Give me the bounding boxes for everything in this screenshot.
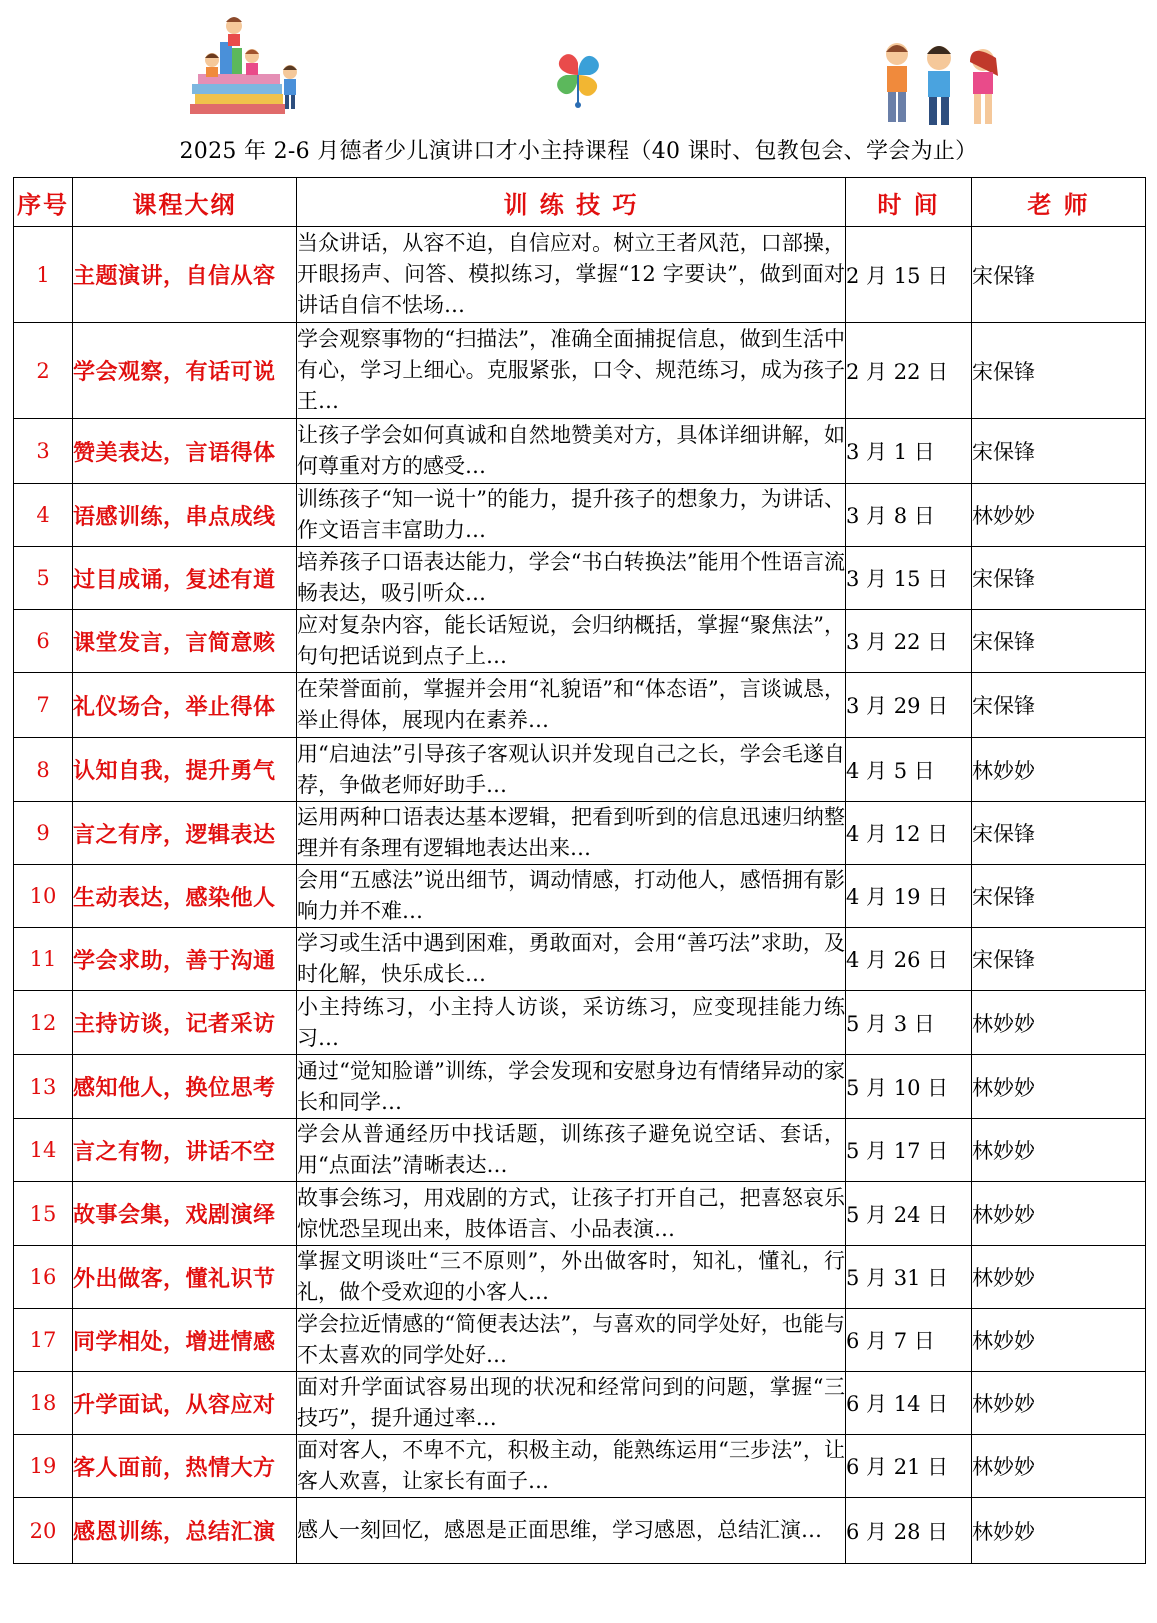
session-date: 5 月 10 日 [846,1055,972,1119]
column-header-teacher: 老 师 [972,178,1146,227]
course-outline: 课堂发言，言简意赅 [73,610,297,673]
teacher-name: 宋保锋 [972,547,1146,610]
session-date: 6 月 14 日 [846,1372,972,1435]
table-row [14,323,1146,419]
row-number: 7 [14,673,73,738]
row-number: 8 [14,738,73,802]
session-date: 3 月 22 日 [846,610,972,673]
row-number: 10 [14,865,73,928]
row-number: 12 [14,991,73,1055]
training-skill: 让孩子学会如何真诚和自然地赞美对方，具体详细讲解，如何尊重对方的感受… [297,419,846,484]
teacher-name: 林妙妙 [972,1119,1146,1182]
teacher-name: 林妙妙 [972,1435,1146,1498]
course-outline: 言之有物，讲话不空 [73,1119,297,1182]
training-skill: 故事会练习，用戏剧的方式，让孩子打开自己，把喜怒哀乐惊忧恐呈现出来，肢体语言、小品表演… [297,1182,846,1246]
course-outline: 故事会集，戏剧演绎 [73,1182,297,1246]
teacher-name: 林妙妙 [972,1246,1146,1309]
row-number: 17 [14,1309,73,1372]
training-skill: 在荣誉面前，掌握并会用“礼貌语”和“体态语”，言谈诚恳，举止得体，展现内在素养… [297,673,846,738]
course-schedule-table [13,177,1146,1564]
course-outline: 主持访谈，记者采访 [73,991,297,1055]
table-row [14,1372,1146,1435]
row-number: 18 [14,1372,73,1435]
training-skill: 掌握文明谈吐“三不原则”，外出做客时，知礼，懂礼，行礼，做个受欢迎的小客人… [297,1246,846,1309]
session-date: 6 月 21 日 [846,1435,972,1498]
course-outline: 外出做客，懂礼识节 [73,1246,297,1309]
row-number: 9 [14,802,73,865]
teacher-name: 林妙妙 [972,1309,1146,1372]
teacher-name: 宋保锋 [972,419,1146,484]
teacher-name: 宋保锋 [972,928,1146,991]
table-row [14,610,1146,673]
column-header-outline: 课程大纲 [73,178,297,227]
course-outline: 生动表达，感染他人 [73,865,297,928]
table-row [14,1498,1146,1564]
row-number: 3 [14,419,73,484]
session-date: 6 月 28 日 [846,1498,972,1564]
row-number: 2 [14,323,73,419]
course-outline: 学会求助，善于沟通 [73,928,297,991]
course-outline: 过目成诵，复述有道 [73,547,297,610]
table-row [14,1119,1146,1182]
training-skill: 通过“觉知脸谱”训练，学会发现和安慰身边有情绪异动的家长和同学… [297,1055,846,1119]
table-row [14,1182,1146,1246]
course-outline: 礼仪场合，举止得体 [73,673,297,738]
teacher-name: 林妙妙 [972,1055,1146,1119]
table-row [14,738,1146,802]
session-date: 5 月 31 日 [846,1246,972,1309]
training-skill: 培养孩子口语表达能力，学会“书白转换法”能用个性语言流畅表达，吸引听众… [297,547,846,610]
row-number: 6 [14,610,73,673]
row-number: 16 [14,1246,73,1309]
course-outline: 赞美表达，言语得体 [73,419,297,484]
teacher-name: 林妙妙 [972,738,1146,802]
teacher-name: 林妙妙 [972,1372,1146,1435]
teacher-name: 宋保锋 [972,673,1146,738]
teacher-name: 宋保锋 [972,610,1146,673]
row-number: 5 [14,547,73,610]
session-date: 2 月 15 日 [846,227,972,323]
row-number: 11 [14,928,73,991]
table-row [14,991,1146,1055]
course-outline: 客人面前，热情大方 [73,1435,297,1498]
course-outline: 学会观察，有话可说 [73,323,297,419]
session-date: 4 月 26 日 [846,928,972,991]
row-number: 14 [14,1119,73,1182]
table-row [14,1309,1146,1372]
teacher-name: 林妙妙 [972,991,1146,1055]
table-row [14,865,1146,928]
teacher-name: 林妙妙 [972,484,1146,547]
course-outline: 感恩训练，总结汇演 [73,1498,297,1564]
session-date: 3 月 29 日 [846,673,972,738]
training-skill: 学会观察事物的“扫描法”，准确全面捕捉信息，做到生活中有心，学习上细心。克服紧张，口令、规范练习，成为孩子王… [297,323,846,419]
column-header-number: 序号 [14,178,73,227]
three-children-illustration [875,40,1010,135]
table-row [14,419,1146,484]
teacher-name: 宋保锋 [972,802,1146,865]
column-header-date: 时 间 [846,178,972,227]
session-date: 3 月 8 日 [846,484,972,547]
session-date: 4 月 19 日 [846,865,972,928]
session-date: 5 月 17 日 [846,1119,972,1182]
teacher-name: 宋保锋 [972,865,1146,928]
table-row [14,928,1146,991]
training-skill: 感人一刻回忆，感恩是正面思维，学习感恩，总结汇演… [297,1498,846,1564]
row-number: 15 [14,1182,73,1246]
page-header [0,0,1157,170]
training-skill: 面对升学面试容易出现的状况和经常问到的问题，掌握“三技巧”，提升通过率… [297,1372,846,1435]
row-number: 19 [14,1435,73,1498]
course-outline: 言之有序，逻辑表达 [73,802,297,865]
teacher-name: 林妙妙 [972,1182,1146,1246]
table-header-row [14,178,1146,227]
row-number: 13 [14,1055,73,1119]
table-row [14,484,1146,547]
table-row [14,1055,1146,1119]
training-skill: 运用两种口语表达基本逻辑，把看到听到的信息迅速归纳整理并有条理有逻辑地表达出来… [297,802,846,865]
row-number: 4 [14,484,73,547]
table-row [14,547,1146,610]
row-number: 20 [14,1498,73,1564]
training-skill: 用“启迪法”引导孩子客观认识并发现自己之长，学会毛遂自荐，争做老师好助手… [297,738,846,802]
session-date: 4 月 12 日 [846,802,972,865]
kids-reading-books-illustration [190,12,310,127]
training-skill: 学会从普通经历中找话题，训练孩子避免说空话、套话，用“点面法”清晰表达… [297,1119,846,1182]
table-row [14,227,1146,323]
session-date: 5 月 24 日 [846,1182,972,1246]
course-outline: 语感训练，串点成线 [73,484,297,547]
table-row [14,1246,1146,1309]
training-skill: 面对客人，不卑不亢，积极主动，能熟练运用“三步法”，让客人欢喜，让家长有面子… [297,1435,846,1498]
session-date: 3 月 1 日 [846,419,972,484]
course-outline: 升学面试，从容应对 [73,1372,297,1435]
course-outline: 感知他人，换位思考 [73,1055,297,1119]
four-heart-logo [548,45,608,110]
training-skill: 当众讲话，从容不迫，自信应对。树立王者风范，口部操，开眼扬声、问答、模拟练习，掌握“12 字要诀”，做到面对讲话自信不怯场… [297,227,846,323]
course-outline: 主题演讲，自信从容 [73,227,297,323]
course-outline: 认知自我，提升勇气 [73,738,297,802]
training-skill: 应对复杂内容，能长话短说，会归纳概括，掌握“聚焦法”，句句把话说到点子上… [297,610,846,673]
session-date: 5 月 3 日 [846,991,972,1055]
session-date: 3 月 15 日 [846,547,972,610]
teacher-name: 宋保锋 [972,323,1146,419]
column-header-skills: 训 练 技 巧 [297,178,846,227]
training-skill: 小主持练习，小主持人访谈，采访练习，应变现挂能力练习… [297,991,846,1055]
training-skill: 学会拉近情感的“简便表达法”，与喜欢的同学处好，也能与不太喜欢的同学处好… [297,1309,846,1372]
document-title: 2025 年 2-6 月德者少儿演讲口才小主持课程（40 课时、包教包会、学会为止） [179,139,978,164]
teacher-name: 林妙妙 [972,1498,1146,1564]
training-skill: 训练孩子“知一说十”的能力，提升孩子的想象力，为讲话、作文语言丰富助力… [297,484,846,547]
session-date: 4 月 5 日 [846,738,972,802]
table-row [14,1435,1146,1498]
row-number: 1 [14,227,73,323]
table-row [14,802,1146,865]
training-skill: 会用“五感法”说出细节，调动情感，打动他人，感悟拥有影响力并不难… [297,865,846,928]
course-outline: 同学相处，增进情感 [73,1309,297,1372]
session-date: 2 月 22 日 [846,323,972,419]
teacher-name: 宋保锋 [972,227,1146,323]
training-skill: 学习或生活中遇到困难，勇敢面对，会用“善巧法”求助，及时化解，快乐成长… [297,928,846,991]
session-date: 6 月 7 日 [846,1309,972,1372]
table-row [14,673,1146,738]
